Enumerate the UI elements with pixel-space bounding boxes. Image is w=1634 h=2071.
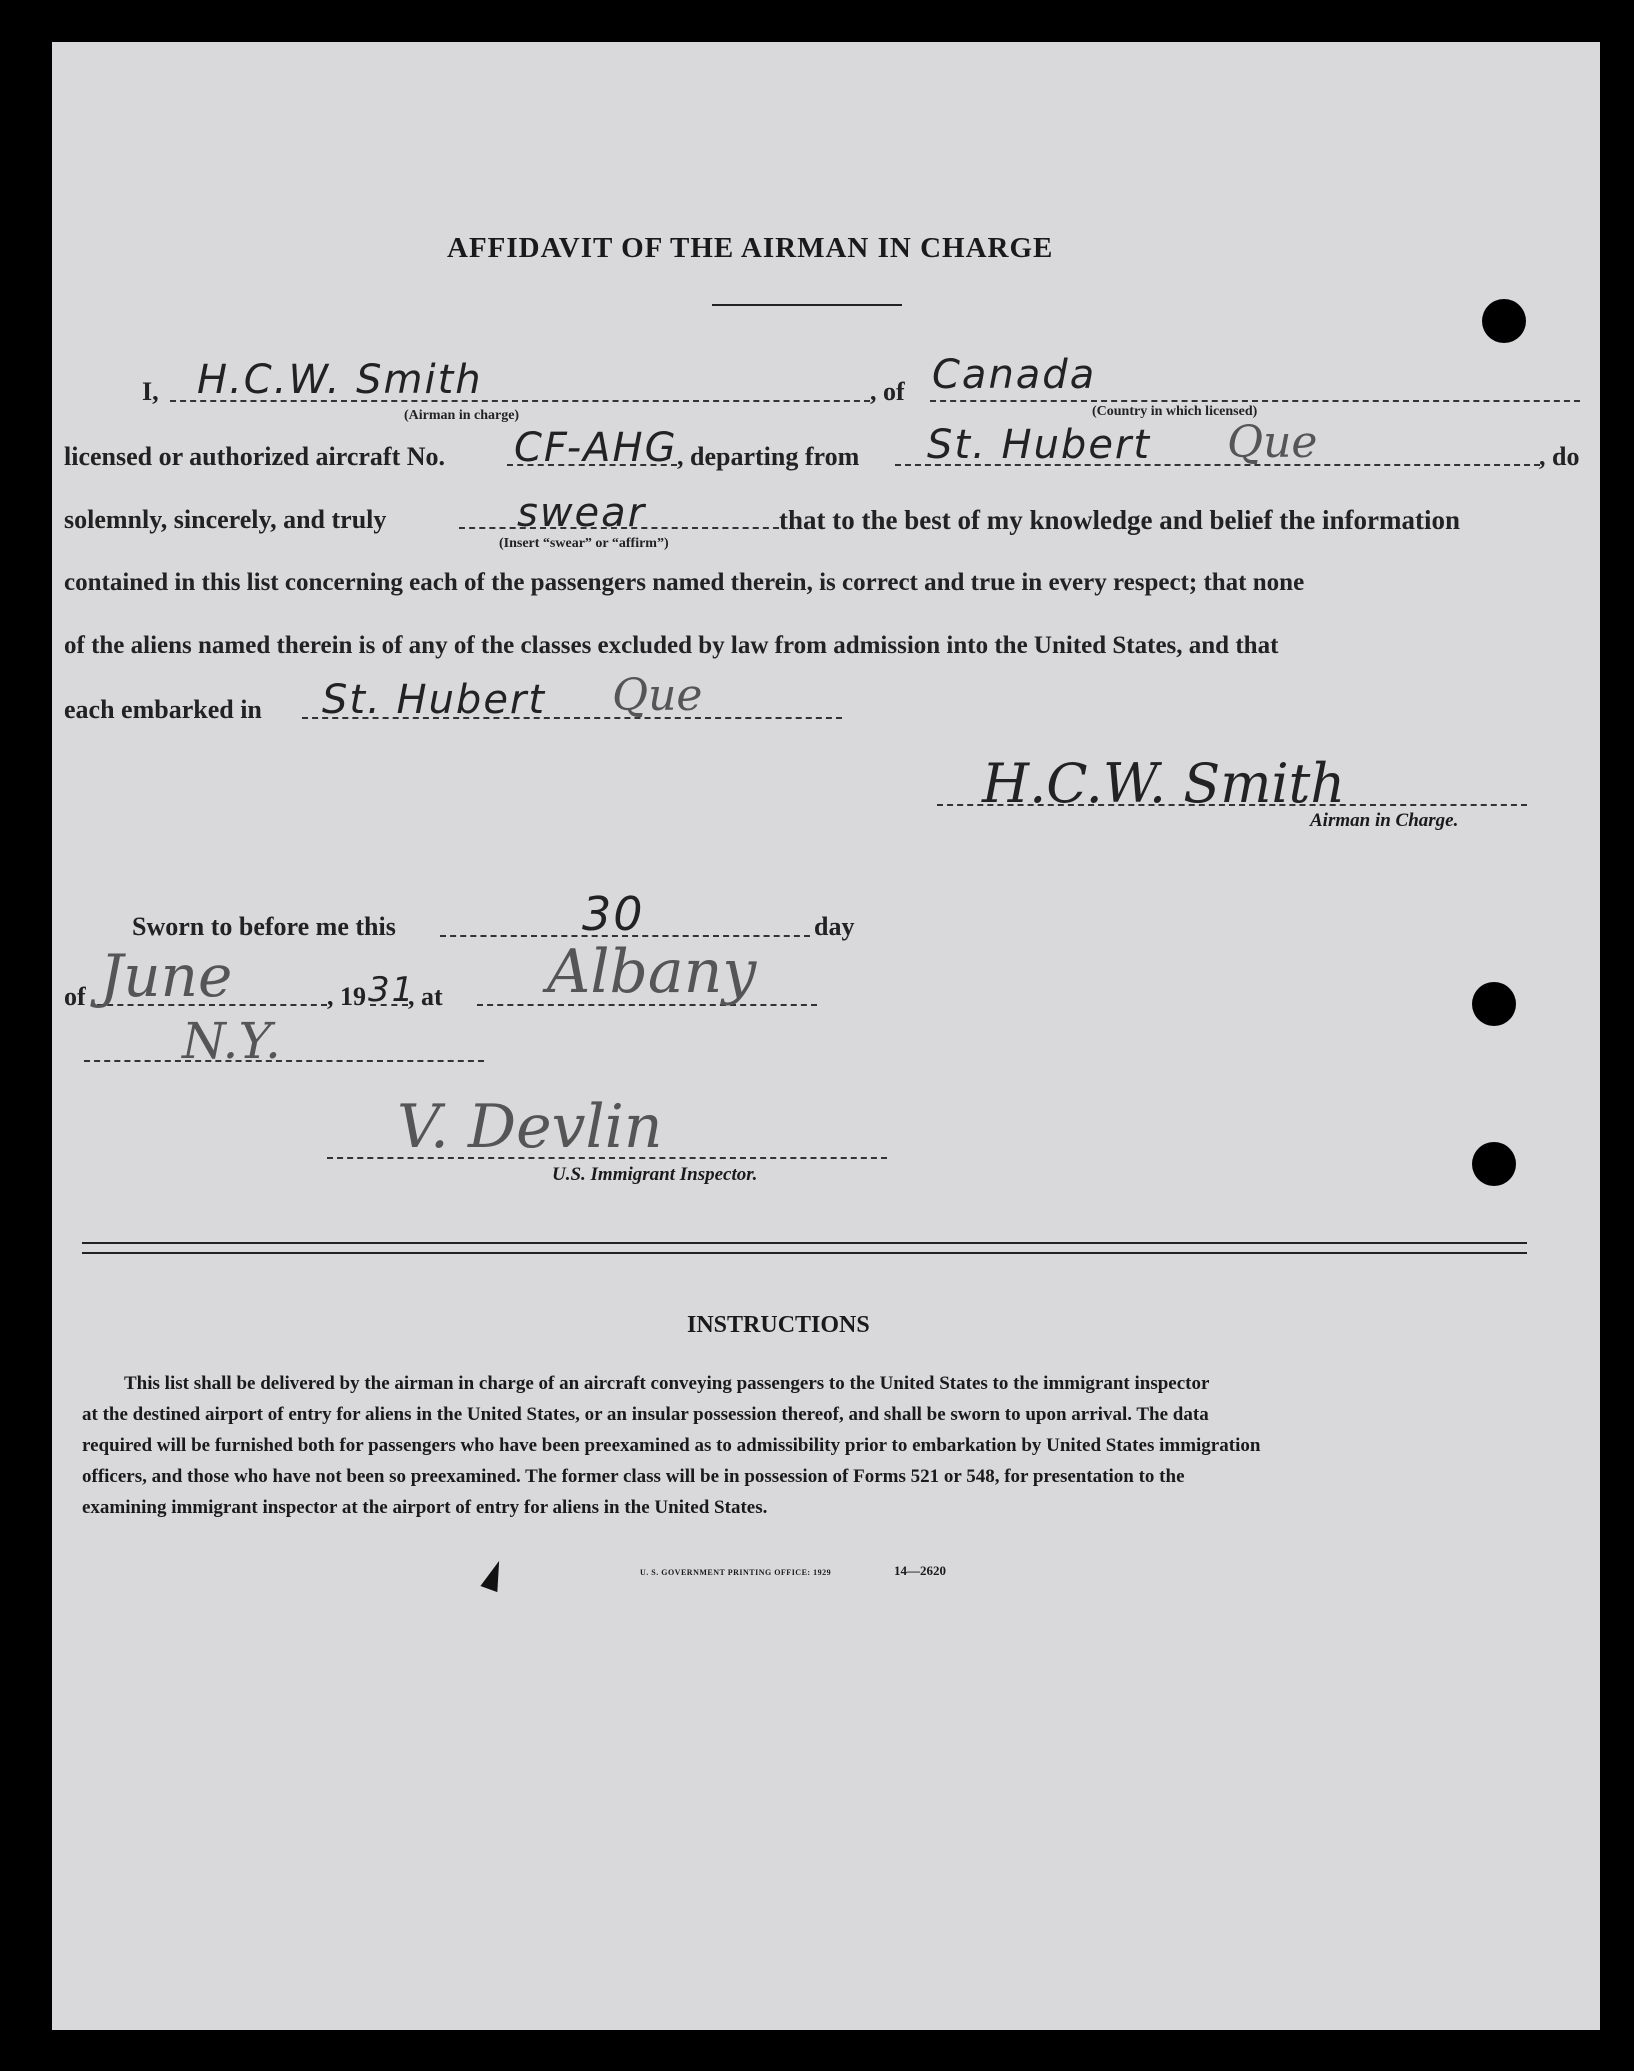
departing-handwritten: St. Hubert [927, 422, 1152, 468]
embarked-handwritten: St. Hubert [322, 677, 547, 723]
month-handwritten: June [100, 942, 233, 1010]
oath-caption: (Insert “swear” or “affirm”) [499, 536, 669, 551]
sworn-day-handwritten: 30 [582, 887, 645, 941]
place-line-2 [84, 1060, 484, 1062]
country-line [930, 400, 1580, 402]
instructions-line: required will be furnished both for passengers who have been preexamined as to admissibility prior to embarkation by United States immigration [82, 1435, 1261, 1456]
ink-mark [480, 1558, 507, 1592]
instructions-line: examining immigrant inspector at the airport of entry for aliens in the United States. [82, 1497, 768, 1518]
embarked-handwritten-2: Que [612, 670, 703, 721]
inspector-signature-line [327, 1157, 887, 1159]
at-label: , at [408, 982, 443, 1011]
document-title: AFFIDAVIT OF THE AIRMAN IN CHARGE [447, 232, 1054, 264]
place-handwritten: Albany [547, 937, 757, 1007]
divider-rule-top [82, 1242, 1527, 1244]
printer-imprint: U. S. GOVERNMENT PRINTING OFFICE: 1929 [640, 1568, 832, 1577]
line3-label-b: that to the best of my knowledge and belief the information [779, 505, 1460, 535]
inspector-signature: V. Devlin [397, 1092, 663, 1162]
line3-label-a: solemnly, sincerely, and truly [64, 505, 387, 534]
line5: of the aliens named therein is of any of the classes excluded by law from admission into the United States, and that [64, 632, 1279, 659]
do-label: , do [1539, 442, 1580, 471]
instructions-line: This list shall be delivered by the airman in charge of an aircraft conveying passengers to the United States to the immigrant inspector [124, 1373, 1210, 1394]
title-underline [712, 304, 902, 306]
airman-signature: H.C.W. Smith [982, 752, 1346, 815]
instructions-line: at the destined airport of entry for aliens in the United States, or an insular possession thereof, and shall be sworn to upon arrival. The data [82, 1404, 1209, 1425]
country-caption: (Country in which licensed) [1092, 404, 1258, 419]
line2-label-b: , departing from [677, 442, 860, 471]
line2-label-a: licensed or authorized aircraft No. [64, 442, 446, 471]
punch-hole [1472, 982, 1516, 1026]
instructions-heading: INSTRUCTIONS [687, 1312, 870, 1338]
sworn-label: Sworn to before me this [132, 912, 396, 941]
airman-name-handwritten: H.C.W. Smith [197, 357, 483, 403]
punch-hole [1482, 299, 1526, 343]
of-label: , of [870, 377, 905, 406]
airman-signature-line [937, 804, 1527, 806]
line4: contained in this list concerning each of the passengers named therein, is correct and true in every respect; that none [64, 569, 1305, 596]
i-label: I, [142, 377, 159, 406]
form-number: 14—2620 [894, 1563, 946, 1578]
divider-rule-bottom [82, 1252, 1527, 1254]
punch-hole [1472, 1142, 1516, 1186]
country-handwritten: Canada [932, 352, 1097, 398]
airman-caption: (Airman in charge) [404, 408, 520, 423]
of-label-2: of [64, 982, 86, 1011]
instructions-body [82, 1368, 1537, 1523]
airman-signature-caption: Airman in Charge. [1310, 810, 1459, 831]
departing-handwritten-2: Que [1227, 417, 1318, 468]
aircraft-no-handwritten: CF-AHG [514, 425, 678, 471]
place-handwritten-2: N.Y. [182, 1012, 281, 1070]
document-page [52, 42, 1600, 2030]
instructions-line: officers, and those who have not been so preexamined. The former class will be in possession of Forms 521 or 548, for presentation to the [82, 1466, 1185, 1487]
day-label: day [814, 912, 855, 941]
year-handwritten: 31 [368, 970, 416, 1010]
oath-handwritten: swear [517, 490, 647, 536]
line6-label: each embarked in [64, 695, 262, 724]
inspector-caption: U.S. Immigrant Inspector. [552, 1164, 758, 1185]
year-prefix: , 19 [327, 982, 366, 1011]
